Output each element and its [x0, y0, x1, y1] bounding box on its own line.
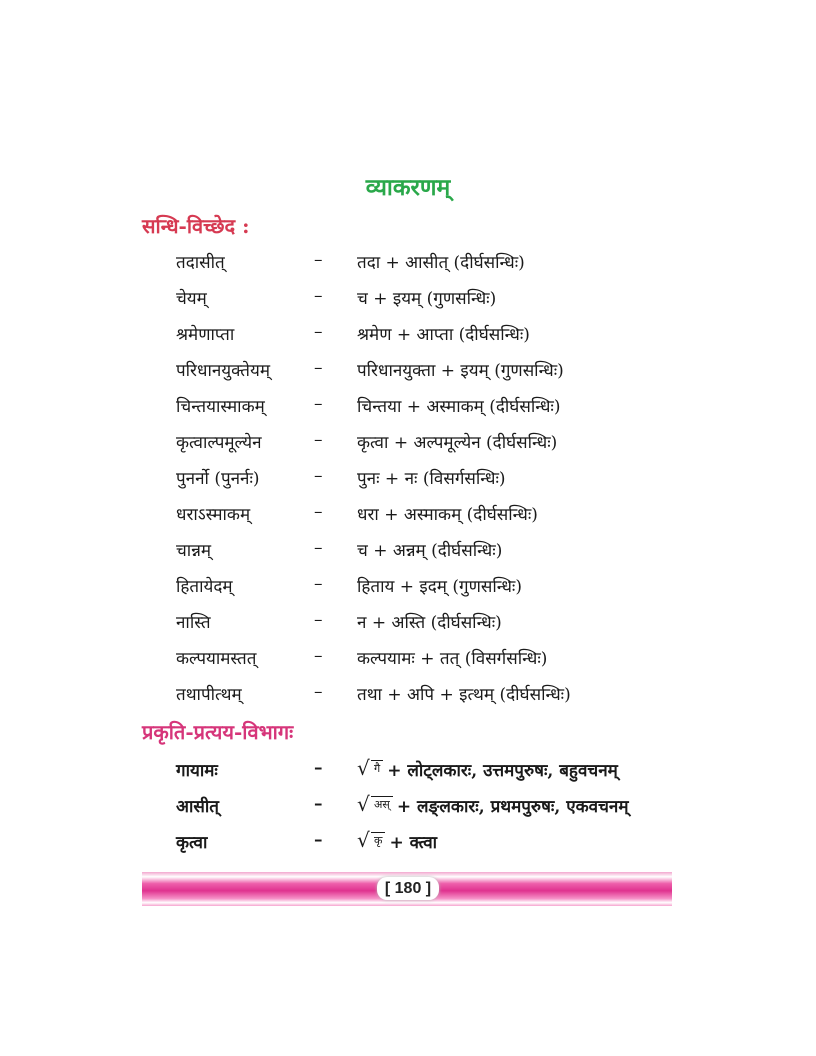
sandhi-term: श्रमेणाप्ता [176, 325, 235, 345]
prakriti-term: गायामः [176, 761, 218, 781]
dash: – [314, 286, 323, 306]
root-text: गै [371, 760, 383, 776]
prakriti-term: कृत्वा [176, 833, 208, 853]
sandhi-term: चेयम् [176, 289, 207, 309]
sandhi-result: तथा + अपि + इत्थम् (दीर्घसन्धिः) [357, 685, 571, 705]
sandhi-term: धराऽस्माकम् [176, 505, 251, 525]
prakriti-rest: + लङ्लकारः, प्रथमपुरुषः, एकवचनम् [396, 797, 629, 817]
dash: – [314, 430, 323, 450]
sandhi-result: हिताय + इदम् (गुणसन्धिः) [357, 577, 522, 597]
sandhi-result: कृत्वा + अल्पमूल्येन (दीर्घसन्धिः) [357, 433, 558, 453]
prakriti-heading: प्रकृति-प्रत्यय-विभागः [142, 720, 294, 744]
radical-sign: √ [357, 792, 370, 816]
prakriti-result [357, 830, 437, 853]
dash: – [314, 394, 323, 414]
sandhi-result: तदा + आसीत् (दीर्घसन्धिः) [357, 253, 525, 273]
radical-sign: √ [357, 756, 370, 780]
dash: – [314, 758, 323, 778]
sandhi-heading: सन्धि-विच्छेद : [142, 214, 250, 238]
sandhi-term: हितायेदम् [176, 577, 233, 597]
sandhi-term: चिन्तयास्माकम् [176, 397, 265, 417]
sandhi-result: च + अन्नम् (दीर्घसन्धिः) [357, 541, 503, 561]
sandhi-result: धरा + अस्माकम् (दीर्घसन्धिः) [357, 505, 538, 525]
dash: – [314, 250, 323, 270]
page-title: व्याकरणम् [365, 174, 451, 201]
sandhi-term: तथापीत्थम् [176, 685, 242, 705]
dash: – [314, 502, 323, 522]
sandhi-result: श्रमेण + आप्ता (दीर्घसन्धिः) [357, 325, 530, 345]
dash: – [314, 646, 323, 666]
prakriti-result [357, 758, 618, 781]
dash: – [314, 322, 323, 342]
sandhi-term: कल्पयामस्तत् [176, 649, 257, 669]
sandhi-term: परिधानयुक्तेयम् [176, 361, 270, 381]
prakriti-rest: + लोट्लकारः, उत्तमपुरुषः, बहुवचनम् [387, 761, 618, 781]
sandhi-term: नास्ति [176, 613, 211, 633]
sandhi-result: च + इयम् (गुणसन्धिः) [357, 289, 497, 309]
dash: – [314, 574, 323, 594]
sandhi-term: चान्नम् [176, 541, 212, 561]
root-radical [357, 828, 385, 853]
sandhi-term: कृत्वाल्पमूल्येन [176, 433, 262, 453]
dash: – [314, 610, 323, 630]
dash: – [314, 794, 323, 814]
radical-sign: √ [357, 828, 370, 852]
sandhi-term: तदासीत् [176, 253, 225, 273]
sandhi-result: पुनः + नः (विसर्गसन्धिः) [357, 469, 506, 489]
prakriti-term: आसीत् [176, 797, 219, 817]
root-text: अस् [371, 796, 393, 812]
dash: – [314, 538, 323, 558]
dash: – [314, 830, 323, 850]
prakriti-result [357, 794, 629, 817]
sandhi-result: परिधानयुक्ता + इयम् (गुणसन्धिः) [357, 361, 564, 381]
sandhi-result: कल्पयामः + तत् (विसर्गसन्धिः) [357, 649, 548, 669]
page-number: [ 180 ] [377, 877, 439, 900]
root-text: कृ [371, 832, 385, 848]
root-radical [357, 792, 393, 817]
sandhi-term: पुनर्नो (पुनर्नः) [176, 469, 260, 489]
dash: – [314, 358, 323, 378]
sandhi-result: चिन्तया + अस्माकम् (दीर्घसन्धिः) [357, 397, 561, 417]
dash: – [314, 466, 323, 486]
sandhi-result: न + अस्ति (दीर्घसन्धिः) [357, 613, 502, 633]
root-radical [357, 756, 383, 781]
prakriti-rest: + क्त्वा [389, 833, 438, 853]
dash: – [314, 682, 323, 702]
